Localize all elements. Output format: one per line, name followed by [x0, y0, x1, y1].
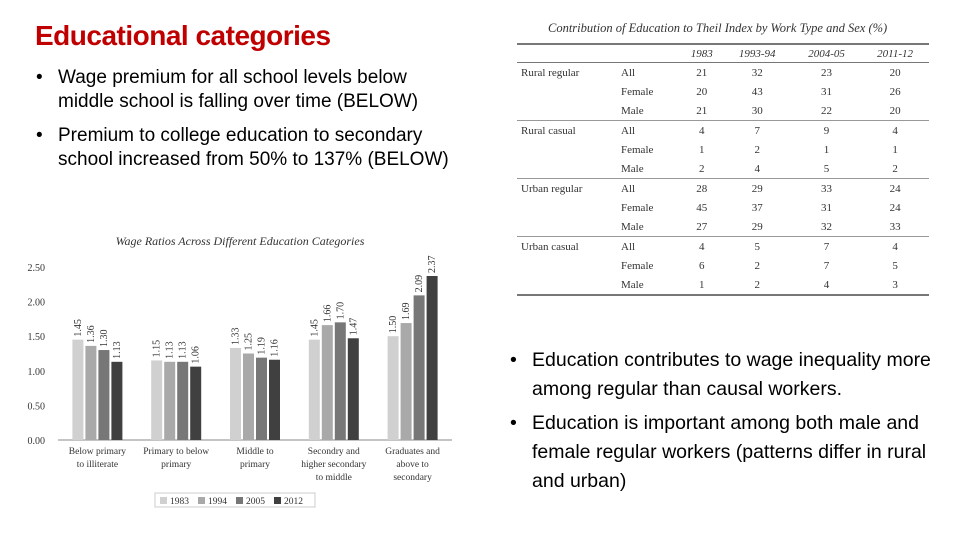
table-row	[517, 198, 929, 217]
value-cell: 7	[792, 237, 861, 257]
value-cell: 7	[723, 121, 792, 141]
bar-value-label: 1.30	[98, 329, 110, 348]
value-cell: 33	[792, 179, 861, 199]
bar-1994	[164, 362, 175, 440]
table-body	[517, 63, 929, 296]
column-header: 2011-12	[861, 44, 929, 63]
row-label-cell: Female	[621, 259, 654, 272]
value-cell: 3	[861, 275, 929, 295]
bar-value-label: 1.15	[151, 339, 163, 358]
category-label: to middle	[315, 473, 352, 483]
legend-swatch	[160, 497, 167, 504]
table-row	[517, 275, 929, 295]
slide-title: Educational categories	[35, 20, 331, 51]
value-cell: 7	[823, 259, 830, 272]
bar-2005	[256, 358, 267, 440]
value-cell: 27	[696, 220, 708, 233]
bar-2005	[335, 322, 346, 440]
bar-1983	[72, 340, 83, 440]
bar-value-label: 1.13	[164, 341, 176, 359]
bar-value-label: 1.16	[269, 339, 281, 357]
chart-title: Wage Ratios Across Different Education Categories	[115, 234, 365, 248]
value-cell: 29	[723, 179, 792, 199]
bullet-item: • Premium to college education to secondary school increased from 50% to 137% (BELOW)	[34, 124, 454, 172]
bar-value-label: 1.70	[335, 301, 347, 320]
row-label-cell: Male	[621, 162, 644, 175]
bar-2005	[414, 295, 425, 440]
value-cell: 20	[889, 104, 901, 117]
value-cell: 9	[792, 121, 861, 141]
bar-value-label: 1.69	[401, 302, 413, 321]
row-label-cell: Female	[621, 201, 654, 214]
bar-value-label: 1.45	[72, 319, 84, 337]
table-row	[517, 217, 929, 237]
table-header-row	[517, 44, 929, 63]
group-label-cell	[517, 217, 621, 237]
top-bullet-list	[34, 66, 454, 182]
value-cell: 4	[681, 121, 723, 141]
row-label-cell: Female	[621, 143, 654, 156]
value-cell: 2	[723, 275, 792, 295]
value-cell: 37	[751, 201, 763, 214]
group-label-cell: Urban casual	[517, 237, 621, 257]
value-cell: 26	[889, 85, 901, 98]
table-row	[517, 159, 929, 179]
bar-value-label: 2.09	[414, 274, 426, 293]
value-cell: 45	[696, 201, 708, 214]
table-row	[517, 63, 929, 83]
legend-label: 1983	[170, 497, 189, 507]
table-title: Contribution of Education to Theil Index by Work Type and Sex (%)	[548, 21, 888, 35]
bar-value-label: 2.37	[427, 255, 439, 273]
value-cell: 24	[861, 179, 929, 199]
bar-value-label: 1.47	[348, 317, 360, 336]
table-row	[517, 121, 929, 141]
bar-1994	[322, 325, 333, 440]
row-label-cell: All	[621, 237, 681, 257]
y-tick-label: 1.50	[27, 332, 45, 344]
y-tick-label: 2.00	[27, 297, 45, 309]
bar-1983	[230, 348, 241, 440]
category-label: Primary to below	[143, 447, 210, 457]
header-cell-empty	[621, 44, 681, 63]
value-cell: 31	[821, 85, 833, 98]
value-cell: 21	[696, 104, 708, 117]
legend-label: 1994	[208, 497, 227, 507]
table-row	[517, 101, 929, 121]
table-row	[517, 82, 929, 101]
bar-1983	[388, 336, 399, 440]
value-cell: 4	[792, 275, 861, 295]
bar-value-label: 1.33	[230, 327, 242, 345]
group-label-cell	[517, 275, 621, 295]
chart-category-labels	[69, 447, 440, 483]
bar-1994	[243, 354, 254, 441]
value-cell: 2	[699, 162, 705, 175]
category-label: above to	[396, 460, 429, 470]
bar-2012	[111, 362, 122, 440]
bar-1983	[151, 360, 162, 440]
group-label-cell: Rural regular	[517, 63, 621, 83]
bar-value-label: 1.06	[190, 346, 202, 364]
value-cell: 4	[754, 162, 760, 175]
bar-value-label: 1.13	[111, 341, 123, 359]
bullet-item: • Education contributes to wage inequality more among regular than causal workers.	[508, 346, 948, 404]
value-cell: 1	[699, 143, 705, 156]
value-cell: 20	[861, 63, 929, 83]
group-label-cell	[517, 159, 621, 179]
category-label: Middle to	[236, 447, 274, 457]
row-label-cell: All	[621, 179, 681, 199]
chart-value-labels	[73, 255, 438, 363]
value-cell: 2	[754, 259, 760, 272]
value-cell: 24	[889, 201, 901, 214]
group-label-cell	[517, 256, 621, 275]
value-cell: 5	[823, 162, 830, 175]
value-cell: 28	[681, 179, 723, 199]
bar-value-label: 1.50	[388, 315, 400, 334]
bar-1994	[85, 346, 96, 440]
value-cell: 2	[754, 143, 760, 156]
row-label-cell: Male	[621, 104, 644, 117]
value-cell: 43	[751, 85, 763, 98]
bar-1983	[309, 340, 320, 440]
legend-label: 2012	[284, 497, 303, 507]
bar-2012	[269, 360, 280, 440]
bar-2012	[348, 338, 359, 440]
value-cell: 32	[821, 220, 833, 233]
chart-legend	[155, 493, 315, 507]
chart-bars	[72, 276, 437, 440]
value-cell: 5	[892, 259, 898, 272]
row-label-cell: Male	[621, 275, 681, 295]
table-row	[517, 179, 929, 199]
legend-swatch	[274, 497, 281, 504]
category-label: primary	[161, 460, 192, 470]
value-cell: 4	[681, 237, 723, 257]
row-label-cell: All	[621, 121, 681, 141]
row-label-cell: Female	[621, 85, 654, 98]
bar-value-label: 1.19	[256, 337, 268, 355]
column-header: 2004-05	[792, 44, 861, 63]
header-cell-empty	[517, 44, 621, 63]
bar-2012	[190, 367, 201, 440]
value-cell: 1	[892, 143, 898, 156]
value-cell: 30	[751, 104, 763, 117]
bar-value-label: 1.45	[309, 319, 321, 337]
value-cell: 32	[723, 63, 792, 83]
y-tick-label: 0.50	[27, 401, 45, 413]
bar-value-label: 1.13	[177, 341, 189, 359]
legend-label: 2005	[246, 497, 265, 507]
value-cell: 1	[681, 275, 723, 295]
table-row	[517, 140, 929, 159]
category-label: primary	[239, 460, 271, 470]
value-cell: 33	[889, 220, 901, 233]
value-cell: 31	[821, 201, 833, 214]
value-cell: 23	[792, 63, 861, 83]
column-header: 1983	[681, 44, 723, 63]
category-label: Below primary	[68, 447, 127, 457]
bar-2012	[427, 276, 438, 440]
group-label-cell: Urban regular	[517, 179, 621, 199]
bar-value-label: 1.25	[243, 333, 255, 351]
row-label-cell: Male	[621, 220, 644, 233]
value-cell: 4	[861, 237, 929, 257]
column-header: 1993-94	[723, 44, 792, 63]
value-cell: 29	[751, 220, 763, 233]
legend-swatch	[236, 497, 243, 504]
row-label-cell: All	[621, 63, 681, 83]
bottom-bullet-list	[508, 346, 948, 501]
group-label-cell	[517, 140, 621, 159]
y-tick-label: 1.00	[27, 366, 45, 378]
y-tick-label: 0.00	[27, 436, 45, 447]
value-cell: 4	[861, 121, 929, 141]
value-cell: 22	[821, 104, 833, 117]
table-row	[517, 237, 929, 257]
bullet-item: • Wage premium for all school levels below middle school is falling over time (BELOW)	[34, 66, 454, 114]
category-label: to illiterate	[76, 460, 119, 470]
value-cell: 20	[696, 85, 708, 98]
value-cell: 6	[699, 259, 705, 272]
value-cell: 1	[823, 143, 830, 156]
y-tick-label: 2.50	[27, 263, 45, 274]
value-cell: 2	[892, 162, 898, 175]
category-label: secondary	[393, 473, 432, 483]
legend-swatch	[198, 497, 205, 504]
bar-2005	[177, 362, 188, 440]
bar-value-label: 1.66	[322, 304, 334, 323]
wage-ratio-chart	[0, 225, 470, 525]
group-label-cell	[517, 101, 621, 121]
bar-1994	[401, 323, 412, 440]
value-cell: 21	[681, 63, 723, 83]
category-label: Secondry and	[307, 447, 360, 457]
value-cell: 5	[723, 237, 792, 257]
category-label: higher secondary	[301, 460, 367, 470]
bullet-item: • Education is important among both male and female regular workers (patterns differ in rural and urban)	[508, 409, 948, 496]
group-label-cell: Rural casual	[517, 121, 621, 141]
bar-value-label: 1.36	[85, 325, 97, 343]
bar-2005	[98, 350, 109, 440]
group-label-cell	[517, 82, 621, 101]
theil-table	[517, 43, 929, 296]
category-label: Graduates and	[385, 447, 440, 457]
group-label-cell	[517, 198, 621, 217]
table-row	[517, 256, 929, 275]
